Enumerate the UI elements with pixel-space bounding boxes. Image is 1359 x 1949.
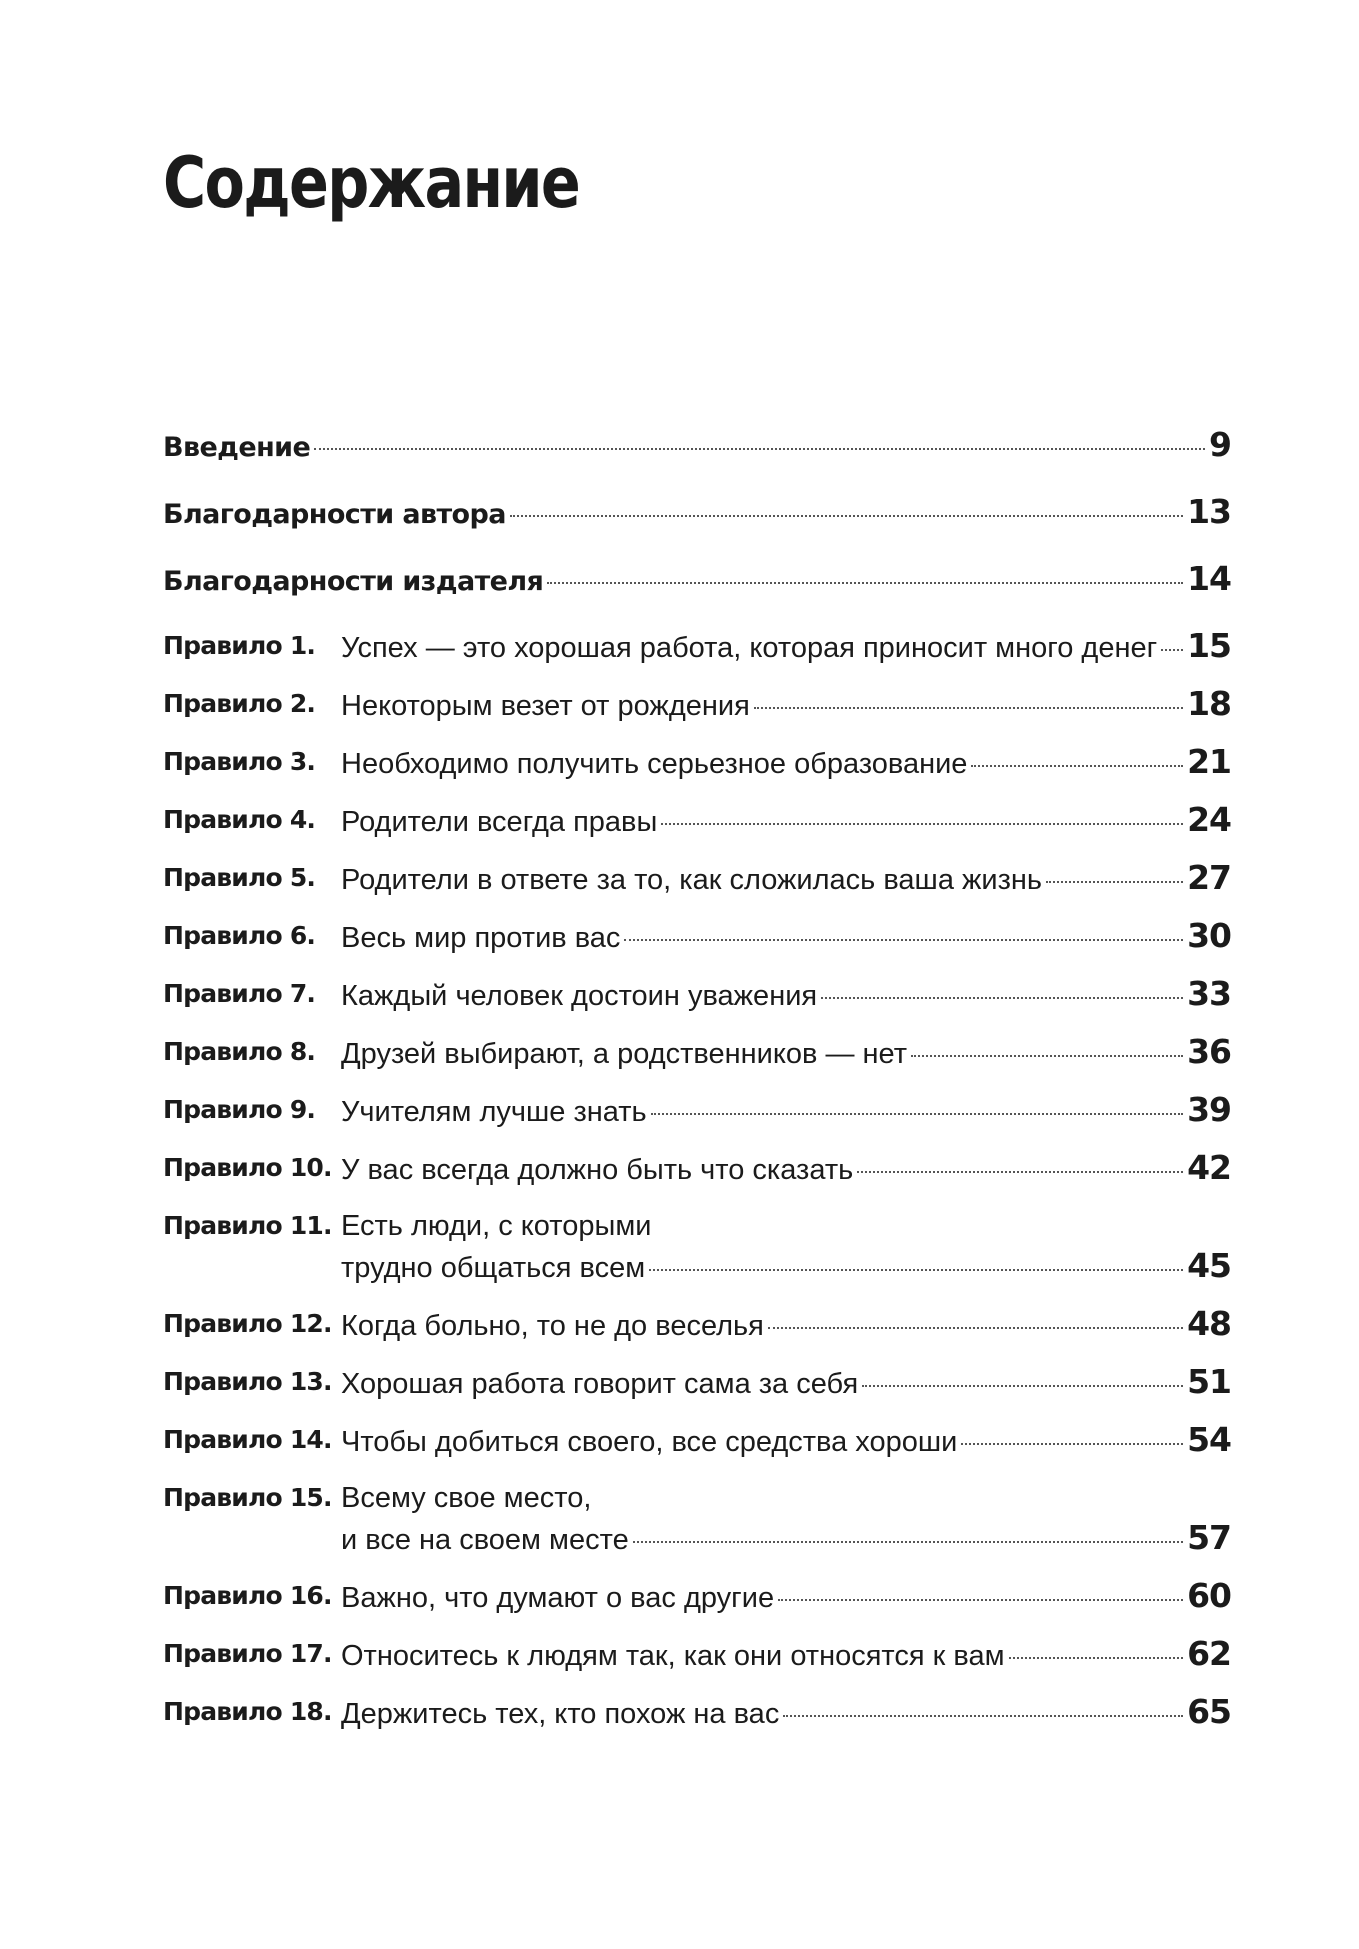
dot-leader — [783, 1715, 1183, 1717]
rule-title: Друзей выбирают, а родственников — нет — [341, 1038, 907, 1070]
rule-title-line — [341, 742, 1231, 784]
rule-label: Правило 18. — [163, 1697, 332, 1726]
rule-title: Родители всегда правы — [341, 806, 658, 838]
page-number: 45 — [1187, 1246, 1231, 1285]
toc-rule-entry[interactable] — [163, 800, 1231, 842]
dot-leader — [754, 707, 1183, 709]
page-number: 13 — [1187, 492, 1231, 531]
rule-title: Каждый человек достоин уважения — [341, 980, 818, 1012]
rule-label: Правило 9. — [163, 1095, 316, 1124]
rule-body — [341, 742, 1231, 784]
rule-label: Правило 10. — [163, 1153, 332, 1182]
toc-rule-entry[interactable] — [163, 742, 1231, 784]
toc-rule-entry[interactable] — [163, 1420, 1231, 1462]
toc-rule-entry[interactable] — [163, 1304, 1231, 1346]
rule-label: Правило 2. — [163, 689, 316, 718]
dot-leader — [633, 1541, 1183, 1543]
rule-title-line — [341, 1246, 1231, 1288]
rule-label: Правило 16. — [163, 1581, 332, 1610]
rule-title-line — [341, 1420, 1231, 1462]
rule-title: Некоторым везет от рождения — [341, 690, 750, 722]
rule-body — [341, 1032, 1231, 1074]
rule-title-line — [341, 1692, 1231, 1734]
page-number: 30 — [1187, 916, 1231, 955]
toc-entry[interactable] — [163, 492, 1231, 559]
toc-rule-entry[interactable] — [163, 916, 1231, 958]
dot-leader — [1161, 649, 1183, 651]
rule-title-line — [341, 1634, 1231, 1676]
rule-label: Правило 13. — [163, 1367, 332, 1396]
toc-rule-entry[interactable] — [163, 1692, 1231, 1734]
toc-entry[interactable] — [163, 559, 1231, 626]
page-title: Содержание — [163, 142, 580, 224]
rule-title: Важно, что думают о вас другие — [341, 1582, 775, 1614]
toc-rule-entry[interactable] — [163, 974, 1231, 1016]
toc-rule-entry[interactable] — [163, 1090, 1231, 1132]
dot-leader — [911, 1055, 1183, 1057]
rule-title-line — [341, 1304, 1231, 1346]
dot-leader — [1009, 1657, 1184, 1659]
rule-title-line — [341, 916, 1231, 958]
dot-leader — [649, 1269, 1183, 1271]
dot-leader — [651, 1113, 1183, 1115]
rule-body — [341, 1362, 1231, 1404]
rule-label: Правило 15. — [163, 1483, 332, 1512]
page-number: 18 — [1187, 684, 1231, 723]
rule-body — [341, 1478, 1231, 1560]
dot-leader — [821, 997, 1183, 999]
rule-body — [341, 1206, 1231, 1288]
dot-leader — [862, 1385, 1183, 1387]
rules-list — [163, 626, 1231, 1734]
rule-title-line — [341, 1032, 1231, 1074]
page-number: 33 — [1187, 974, 1231, 1013]
rule-title: Хорошая работа говорит сама за себя — [341, 1368, 859, 1400]
toc-rule-entry[interactable] — [163, 858, 1231, 900]
dot-leader — [768, 1327, 1183, 1329]
rule-label: Правило 12. — [163, 1309, 332, 1338]
rule-title-line — [341, 626, 1231, 668]
rule-title-line — [341, 1576, 1231, 1618]
rule-label: Правило 11. — [163, 1211, 332, 1240]
rule-body — [341, 1692, 1231, 1734]
rule-body — [341, 1576, 1231, 1618]
page-number: 62 — [1187, 1634, 1231, 1673]
toc-rule-entry[interactable] — [163, 1478, 1231, 1560]
dot-leader — [624, 939, 1183, 941]
rule-label: Правило 4. — [163, 805, 316, 834]
rule-body — [341, 1420, 1231, 1462]
dot-leader — [778, 1599, 1183, 1601]
rule-body — [341, 1148, 1231, 1190]
rule-body — [341, 1090, 1231, 1132]
toc-rule-entry[interactable] — [163, 1576, 1231, 1618]
table-of-contents — [163, 425, 1231, 1750]
rule-label: Правило 6. — [163, 921, 316, 950]
page-number: 54 — [1187, 1420, 1231, 1459]
dot-leader — [1046, 881, 1183, 883]
rule-title-line — [341, 800, 1231, 842]
page-number: 48 — [1187, 1304, 1231, 1343]
rule-title: Весь мир против вас — [341, 922, 621, 954]
rule-title-line — [341, 858, 1231, 900]
rule-body — [341, 1304, 1231, 1346]
rule-title: Относитесь к людям так, как они относятся к вам — [341, 1640, 1005, 1672]
intro-list — [163, 425, 1231, 626]
rule-title-line — [341, 1518, 1231, 1560]
rule-title: Держитесь тех, кто похож на вас — [341, 1698, 780, 1730]
page-number: 42 — [1187, 1148, 1231, 1187]
rule-label: Правило 5. — [163, 863, 316, 892]
rule-title-line — [341, 684, 1231, 726]
rule-title: Чтобы добиться своего, все средства хороши — [341, 1426, 958, 1458]
page-number: 9 — [1209, 425, 1231, 464]
toc-rule-entry[interactable] — [163, 626, 1231, 668]
rule-title: и все на своем месте — [341, 1524, 629, 1556]
rule-title: Учителям лучше знать — [341, 1096, 647, 1128]
rule-title: Необходимо получить серьезное образование — [341, 748, 968, 780]
toc-rule-entry[interactable] — [163, 1148, 1231, 1190]
rule-title: Когда больно, то не до веселья — [341, 1310, 764, 1342]
dot-leader — [661, 823, 1183, 825]
rule-body — [341, 1634, 1231, 1676]
page-number: 14 — [1187, 559, 1231, 598]
toc-rule-entry[interactable] — [163, 1206, 1231, 1288]
rule-body — [341, 800, 1231, 842]
rule-label: Правило 8. — [163, 1037, 316, 1066]
page-number: 15 — [1187, 626, 1231, 665]
rule-title-first-line: Всему свое место, — [341, 1482, 592, 1514]
toc-rule-entry[interactable] — [163, 1362, 1231, 1404]
toc-entry[interactable] — [163, 425, 1231, 492]
page-number: 36 — [1187, 1032, 1231, 1071]
rule-title-line — [341, 1362, 1231, 1404]
page-number: 60 — [1187, 1576, 1231, 1615]
rule-title-line — [341, 974, 1231, 1016]
dot-leader — [314, 448, 1205, 450]
dot-leader — [857, 1171, 1183, 1173]
rule-title-first-line: Есть люди, с которыми — [341, 1210, 652, 1242]
dot-leader — [510, 515, 1183, 517]
rule-body — [341, 916, 1231, 958]
page-number: 21 — [1187, 742, 1231, 781]
dot-leader — [547, 582, 1183, 584]
rule-title: Родители в ответе за то, как сложилась ваша жизнь — [341, 864, 1043, 896]
page-number: 39 — [1187, 1090, 1231, 1129]
dot-leader — [971, 765, 1183, 767]
rule-title-line — [341, 1090, 1231, 1132]
page-number: 65 — [1187, 1692, 1231, 1731]
toc-rule-entry[interactable] — [163, 1634, 1231, 1676]
toc-entry-title: Введение — [163, 432, 311, 463]
dot-leader — [961, 1443, 1183, 1445]
rule-body — [341, 858, 1231, 900]
rule-label: Правило 7. — [163, 979, 316, 1008]
toc-rule-entry[interactable] — [163, 684, 1231, 726]
page-number: 24 — [1187, 800, 1231, 839]
page-number: 27 — [1187, 858, 1231, 897]
toc-entry-title: Благодарности издателя — [163, 566, 544, 597]
rule-label: Правило 3. — [163, 747, 316, 776]
rule-title: Успех — это хорошая работа, которая приносит много денег — [341, 632, 1158, 664]
page-number: 57 — [1187, 1518, 1231, 1557]
toc-entry-title: Благодарности автора — [163, 499, 506, 530]
rule-title: трудно общаться всем — [341, 1252, 646, 1284]
rule-body — [341, 626, 1231, 668]
rule-label: Правило 14. — [163, 1425, 332, 1454]
rule-title-line — [341, 1148, 1231, 1190]
rule-body — [341, 974, 1231, 1016]
rule-title: У вас всегда должно быть что сказать — [341, 1154, 854, 1186]
rule-body — [341, 684, 1231, 726]
rule-label: Правило 17. — [163, 1639, 332, 1668]
toc-rule-entry[interactable] — [163, 1032, 1231, 1074]
rule-label: Правило 1. — [163, 631, 316, 660]
page-number: 51 — [1187, 1362, 1231, 1401]
